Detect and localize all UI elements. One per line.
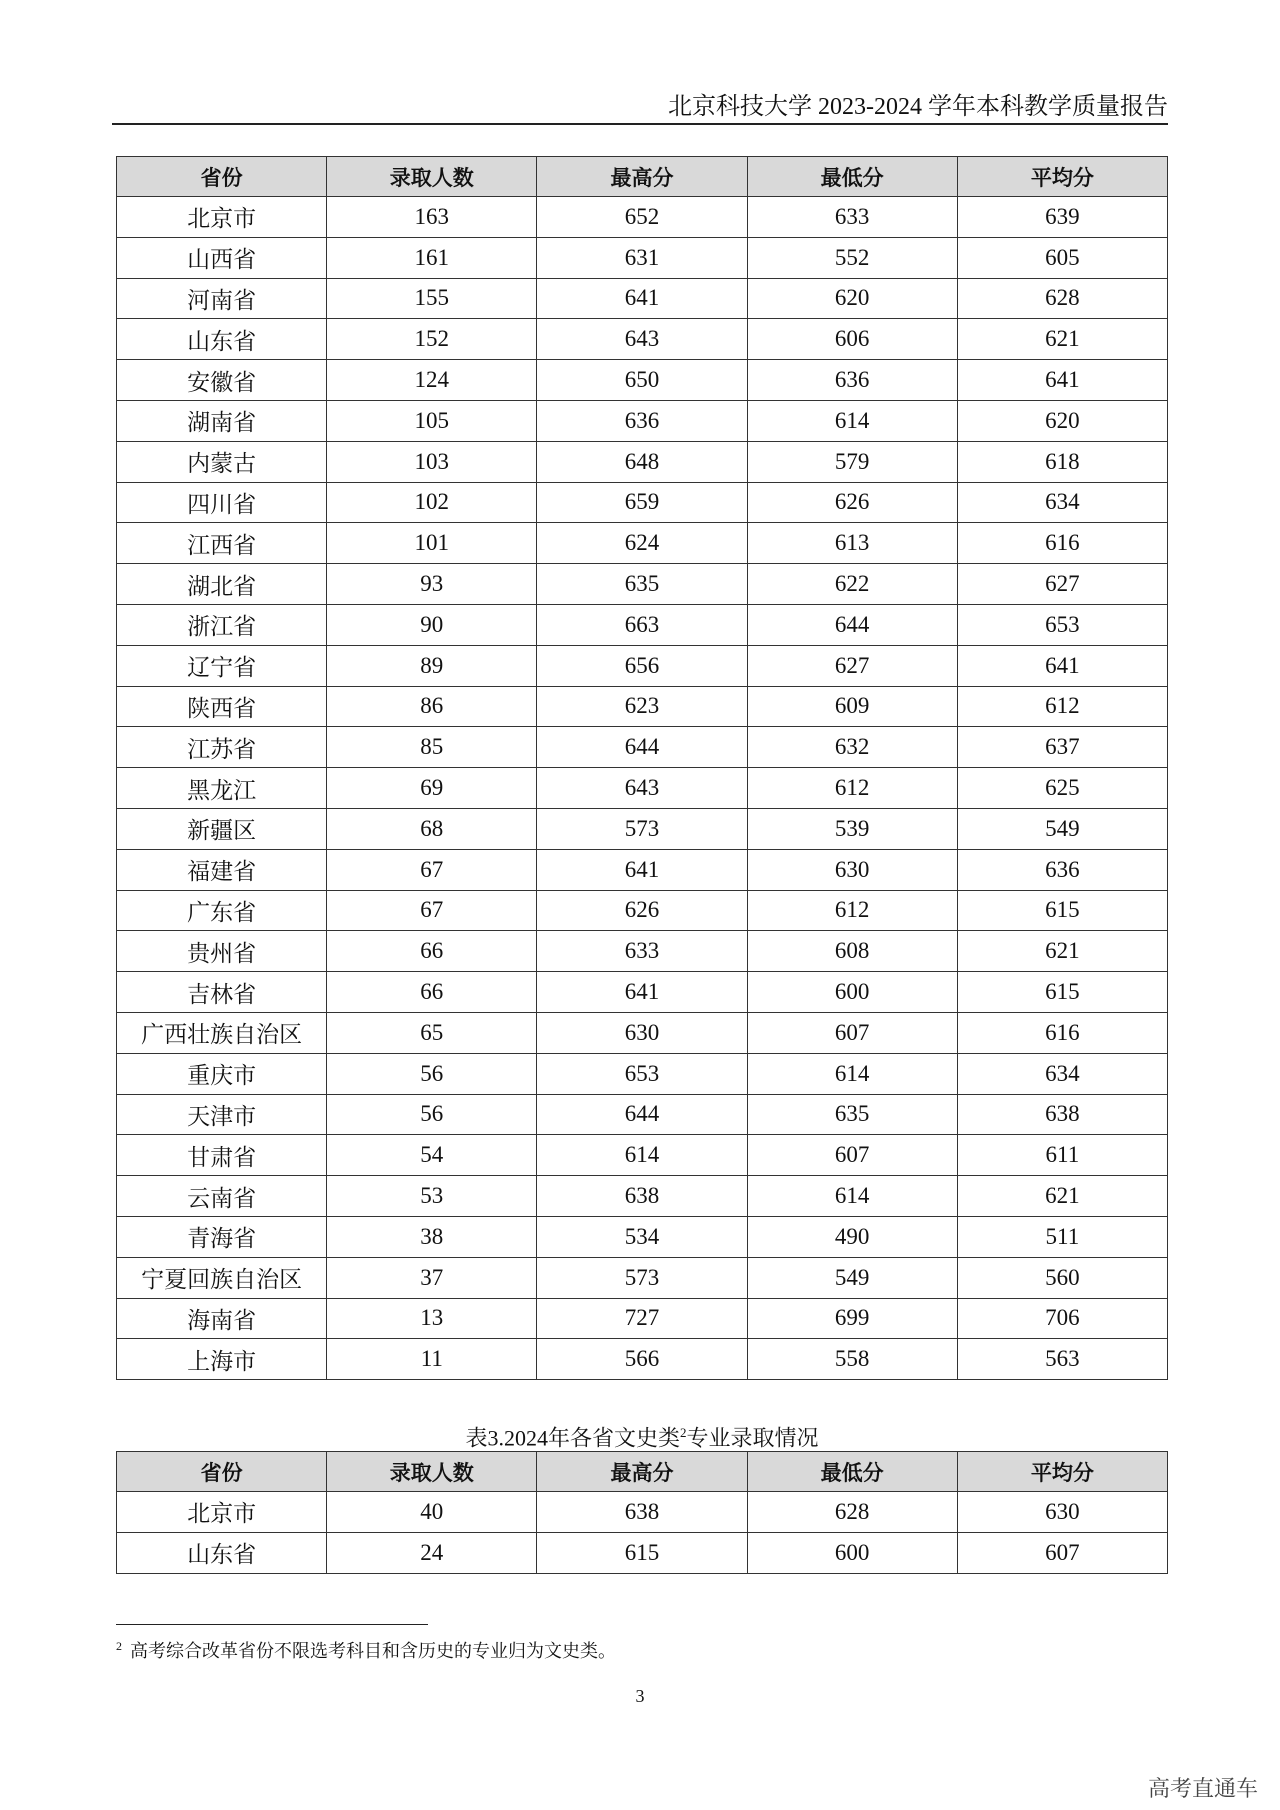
value-cell: 699 [747,1298,957,1339]
province-cell: 贵州省 [117,931,327,972]
value-cell: 632 [747,727,957,768]
value-cell: 639 [957,197,1167,238]
value-cell: 607 [747,1135,957,1176]
province-cell: 山西省 [117,237,327,278]
value-cell: 636 [747,360,957,401]
column-header: 最低分 [747,157,957,197]
header-rule [112,123,1168,125]
value-cell: 635 [747,1094,957,1135]
value-cell: 558 [747,1339,957,1380]
value-cell: 534 [537,1216,747,1257]
table-row [117,931,1168,972]
column-header: 最高分 [537,1452,747,1492]
province-cell: 云南省 [117,1176,327,1217]
value-cell: 630 [747,849,957,890]
table-row [117,1135,1168,1176]
table-row [117,319,1168,360]
province-cell: 河南省 [117,278,327,319]
table-row [117,1094,1168,1135]
value-cell: 625 [957,768,1167,809]
value-cell: 152 [327,319,537,360]
province-cell: 天津市 [117,1094,327,1135]
value-cell: 155 [327,278,537,319]
value-cell: 648 [537,441,747,482]
value-cell: 54 [327,1135,537,1176]
admissions-table-arts [116,1451,1168,1574]
value-cell: 644 [537,727,747,768]
column-header: 平均分 [957,157,1167,197]
table-body [117,1492,1168,1574]
value-cell: 638 [537,1176,747,1217]
column-header: 录取人数 [327,157,537,197]
value-cell: 490 [747,1216,957,1257]
value-cell: 633 [537,931,747,972]
table-row [117,1012,1168,1053]
value-cell: 68 [327,808,537,849]
value-cell: 618 [957,441,1167,482]
province-cell: 北京市 [117,197,327,238]
page-number: 3 [635,1686,645,1706]
value-cell: 103 [327,441,537,482]
table-row [117,564,1168,605]
footnote-reference: 2 [680,1425,687,1440]
province-cell: 海南省 [117,1298,327,1339]
province-cell: 宁夏回族自治区 [117,1257,327,1298]
value-cell: 579 [747,441,957,482]
column-header: 平均分 [957,1452,1167,1492]
footnote-rule [116,1624,428,1625]
province-cell: 湖南省 [117,400,327,441]
table-row [117,278,1168,319]
value-cell: 616 [957,1012,1167,1053]
value-cell: 93 [327,564,537,605]
value-cell: 634 [957,482,1167,523]
value-cell: 53 [327,1176,537,1217]
value-cell: 614 [537,1135,747,1176]
value-cell: 563 [957,1339,1167,1380]
value-cell: 615 [957,972,1167,1013]
value-cell: 621 [957,931,1167,972]
value-cell: 69 [327,768,537,809]
table-row [117,523,1168,564]
footnote-mark: 2 [116,1639,122,1653]
province-cell: 江西省 [117,523,327,564]
table-row [117,768,1168,809]
province-cell: 山东省 [117,1532,327,1573]
province-cell: 四川省 [117,482,327,523]
value-cell: 630 [537,1012,747,1053]
table-row [117,237,1168,278]
value-cell: 65 [327,1012,537,1053]
value-cell: 663 [537,604,747,645]
value-cell: 163 [327,197,537,238]
value-cell: 616 [957,523,1167,564]
caption-text: 表3.2024年各省文史类 [465,1425,680,1451]
value-cell: 630 [957,1492,1167,1533]
value-cell: 637 [957,727,1167,768]
value-cell: 636 [537,400,747,441]
value-cell: 644 [747,604,957,645]
province-cell: 甘肃省 [117,1135,327,1176]
table-row [117,1257,1168,1298]
table-row [117,727,1168,768]
value-cell: 124 [327,360,537,401]
table-row [117,197,1168,238]
value-cell: 641 [537,972,747,1013]
table-row [117,604,1168,645]
table-row [117,1298,1168,1339]
province-cell: 上海市 [117,1339,327,1380]
caption-suffix: 专业录取情况 [686,1425,819,1451]
value-cell: 67 [327,890,537,931]
value-cell: 621 [957,319,1167,360]
value-cell: 624 [537,523,747,564]
value-cell: 549 [957,808,1167,849]
value-cell: 643 [537,319,747,360]
value-cell: 611 [957,1135,1167,1176]
value-cell: 622 [747,564,957,605]
watermark: 高考直通车 [1147,1777,1258,1802]
value-cell: 85 [327,727,537,768]
value-cell: 644 [537,1094,747,1135]
value-cell: 628 [747,1492,957,1533]
table-caption [116,1418,1168,1453]
value-cell: 566 [537,1339,747,1380]
province-cell: 浙江省 [117,604,327,645]
table-row [117,360,1168,401]
table-row [117,1216,1168,1257]
table-body [117,197,1168,1380]
table-row [117,849,1168,890]
province-cell: 吉林省 [117,972,327,1013]
value-cell: 101 [327,523,537,564]
province-cell: 山东省 [117,319,327,360]
value-cell: 638 [957,1094,1167,1135]
table-row [117,1532,1168,1573]
table-row [117,482,1168,523]
value-cell: 552 [747,237,957,278]
value-cell: 635 [537,564,747,605]
value-cell: 605 [957,237,1167,278]
value-cell: 539 [747,808,957,849]
value-cell: 38 [327,1216,537,1257]
value-cell: 659 [537,482,747,523]
value-cell: 66 [327,931,537,972]
table-row [117,1176,1168,1217]
column-header: 最低分 [747,1452,957,1492]
value-cell: 86 [327,686,537,727]
column-header: 最高分 [537,157,747,197]
table-header-row [117,1452,1168,1492]
value-cell: 105 [327,400,537,441]
province-cell: 重庆市 [117,1053,327,1094]
province-cell: 北京市 [117,1492,327,1533]
value-cell: 607 [957,1532,1167,1573]
value-cell: 573 [537,808,747,849]
value-cell: 90 [327,604,537,645]
value-cell: 627 [747,645,957,686]
column-header: 录取人数 [327,1452,537,1492]
value-cell: 612 [957,686,1167,727]
page-header: 北京科技大学 2023-2024 学年本科教学质量报告 [668,94,1168,120]
value-cell: 626 [537,890,747,931]
value-cell: 89 [327,645,537,686]
value-cell: 606 [747,319,957,360]
value-cell: 37 [327,1257,537,1298]
value-cell: 560 [957,1257,1167,1298]
admissions-table-science [116,156,1168,1380]
value-cell: 656 [537,645,747,686]
value-cell: 511 [957,1216,1167,1257]
value-cell: 641 [957,360,1167,401]
table-row [117,1492,1168,1533]
value-cell: 67 [327,849,537,890]
value-cell: 627 [957,564,1167,605]
table-row [117,441,1168,482]
province-cell: 内蒙古 [117,441,327,482]
column-header: 省份 [117,1452,327,1492]
column-header: 省份 [117,157,327,197]
province-cell: 安徽省 [117,360,327,401]
value-cell: 626 [747,482,957,523]
value-cell: 612 [747,890,957,931]
table-row [117,972,1168,1013]
value-cell: 628 [957,278,1167,319]
value-cell: 631 [537,237,747,278]
value-cell: 549 [747,1257,957,1298]
province-cell: 福建省 [117,849,327,890]
value-cell: 614 [747,400,957,441]
value-cell: 623 [537,686,747,727]
value-cell: 620 [747,278,957,319]
value-cell: 612 [747,768,957,809]
province-cell: 辽宁省 [117,645,327,686]
value-cell: 653 [537,1053,747,1094]
value-cell: 643 [537,768,747,809]
value-cell: 66 [327,972,537,1013]
province-cell: 广西壮族自治区 [117,1012,327,1053]
value-cell: 573 [537,1257,747,1298]
value-cell: 634 [957,1053,1167,1094]
value-cell: 608 [747,931,957,972]
value-cell: 615 [957,890,1167,931]
table-row [117,1339,1168,1380]
table-row [117,890,1168,931]
value-cell: 614 [747,1053,957,1094]
value-cell: 633 [747,197,957,238]
value-cell: 620 [957,400,1167,441]
value-cell: 636 [957,849,1167,890]
table-row [117,808,1168,849]
value-cell: 13 [327,1298,537,1339]
value-cell: 11 [327,1339,537,1380]
table-row [117,1053,1168,1094]
value-cell: 653 [957,604,1167,645]
footnote-text: 高考综合改革省份不限选考科目和含历史的专业归为文史类。 [130,1641,616,1661]
value-cell: 641 [957,645,1167,686]
table-row [117,645,1168,686]
value-cell: 600 [747,1532,957,1573]
value-cell: 102 [327,482,537,523]
province-cell: 新疆区 [117,808,327,849]
value-cell: 652 [537,197,747,238]
value-cell: 638 [537,1492,747,1533]
value-cell: 56 [327,1053,537,1094]
footnote [116,1633,1168,1664]
value-cell: 615 [537,1532,747,1573]
province-cell: 湖北省 [117,564,327,605]
table-row [117,686,1168,727]
table-header-row [117,157,1168,197]
province-cell: 江苏省 [117,727,327,768]
value-cell: 621 [957,1176,1167,1217]
province-cell: 陕西省 [117,686,327,727]
value-cell: 24 [327,1532,537,1573]
value-cell: 613 [747,523,957,564]
value-cell: 56 [327,1094,537,1135]
value-cell: 727 [537,1298,747,1339]
value-cell: 706 [957,1298,1167,1339]
province-cell: 黑龙江 [117,768,327,809]
value-cell: 614 [747,1176,957,1217]
value-cell: 650 [537,360,747,401]
value-cell: 607 [747,1012,957,1053]
province-cell: 广东省 [117,890,327,931]
value-cell: 641 [537,278,747,319]
province-cell: 青海省 [117,1216,327,1257]
value-cell: 40 [327,1492,537,1533]
table-row [117,400,1168,441]
value-cell: 600 [747,972,957,1013]
value-cell: 609 [747,686,957,727]
value-cell: 161 [327,237,537,278]
value-cell: 641 [537,849,747,890]
